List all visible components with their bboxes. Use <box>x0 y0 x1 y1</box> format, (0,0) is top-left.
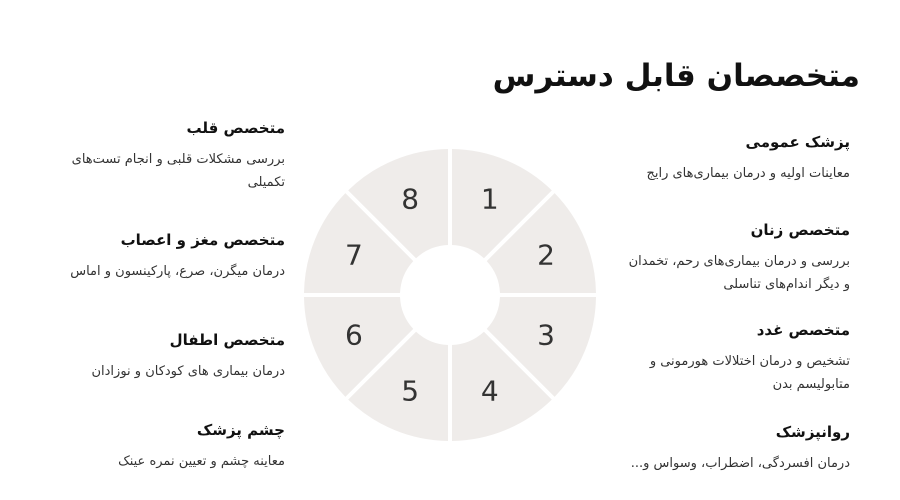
specialist-cardiologist <box>35 116 285 194</box>
description-line: متابولیسم بدن <box>772 377 850 392</box>
segment-number-6: 6 <box>345 318 363 352</box>
description-line: درمان افسردگی، اضطراب، وسواس و... <box>630 456 850 471</box>
numbered-wheel <box>300 145 600 445</box>
specialist-title: متخصص قلب <box>186 119 285 137</box>
description-line: درمان میگرن، صرع، پارکینسون و اماس <box>70 264 285 279</box>
specialist-pediatrician <box>35 328 285 383</box>
specialist-title: چشم پزشک <box>196 421 285 439</box>
page-title: متخصصان قابل دسترس <box>492 58 860 94</box>
segment-number-2: 2 <box>537 238 555 272</box>
segment-number-1: 1 <box>480 182 499 216</box>
segment-number-7: 7 <box>345 238 363 272</box>
specialist-title: متخصص زنان <box>750 221 850 239</box>
specialist-description <box>35 260 285 283</box>
specialist-title: متخصص غدد <box>756 321 850 339</box>
specialist-description <box>600 350 850 396</box>
segment-number-4: 4 <box>480 374 499 408</box>
description-line: تکمیلی <box>247 175 285 190</box>
description-line: بررسی مشکلات قلبی و انجام تست‌های <box>71 152 285 167</box>
specialist-title: پزشک عمومی <box>745 133 850 151</box>
segment-number-3: 3 <box>537 318 555 352</box>
specialist-neurologist <box>35 228 285 283</box>
specialist-general-practitioner <box>600 130 850 185</box>
specialist-title: متخصص اطفال <box>169 331 285 349</box>
specialist-description <box>600 162 850 185</box>
segment-number-5: 5 <box>401 374 420 408</box>
specialist-description <box>600 452 850 475</box>
specialist-psychiatrist <box>600 420 850 475</box>
description-line: تشخیص و درمان اختلالات هورمونی و <box>649 354 850 369</box>
specialist-description <box>35 450 285 473</box>
specialist-description <box>600 250 850 296</box>
description-line: بررسی و درمان بیماری‌های رحم، تخمدان <box>628 254 850 269</box>
specialist-title: متخصص مغز و اعصاب <box>120 231 285 249</box>
specialist-description <box>35 148 285 194</box>
specialist-title: روانپزشک <box>775 423 850 441</box>
specialist-ophthalmologist <box>35 418 285 473</box>
specialist-gynecologist <box>600 218 850 296</box>
segment-number-8: 8 <box>401 182 420 216</box>
description-line: معاینه چشم و تعیین نمره عینک <box>118 454 285 469</box>
description-line: معاینات اولیه و درمان بیماری‌های رایج <box>646 166 850 181</box>
description-line: و دیگر اندام‌های تناسلی <box>723 277 850 292</box>
specialist-endocrinologist <box>600 318 850 396</box>
specialist-description <box>35 360 285 383</box>
description-line: درمان بیماری های کودکان و نوزادان <box>91 364 285 379</box>
